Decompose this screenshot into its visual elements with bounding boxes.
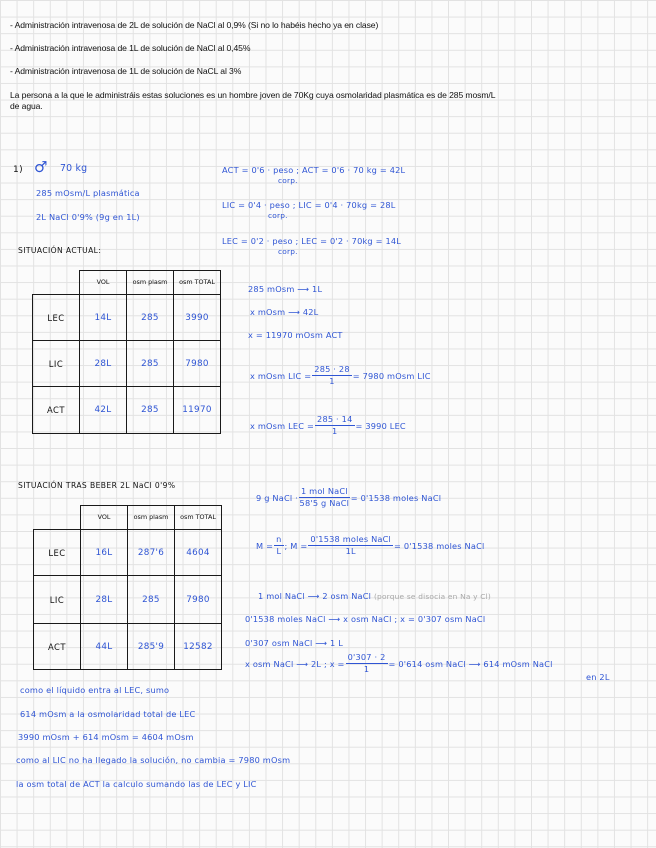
table1-cell-plasm: 285 xyxy=(127,341,174,387)
instruction-line-2: - Administración intravenosa de 1L de solución de NaCl al 0,45% xyxy=(10,43,251,53)
lic-formula-text: LIC = 0'4 · peso ; LIC = 0'4 · 70kg = 28L xyxy=(222,200,396,210)
table-row xyxy=(33,387,221,434)
body-weight: 70 kg xyxy=(60,163,88,174)
calc2-grams-result: = 0'1538 moles NaCl xyxy=(350,492,442,503)
table2-cell-total: 7980 xyxy=(175,576,222,624)
instruction-line-1: - Administración intravenosa de 2L de solución de NaCl al 0,9% (Si no lo habéis hecho ya en clase) xyxy=(10,20,379,30)
table2-cell-vol: 28L xyxy=(81,576,128,624)
table2-row-label: LEC xyxy=(34,530,81,576)
table-row xyxy=(34,530,222,576)
calc2-molarity-numerator-2: 0'1538 moles NaCl xyxy=(310,534,392,544)
exercise-number: 1) xyxy=(13,165,24,175)
calc2-final-result: = 0'614 osm NaCl ⟶ 614 mOsm NaCl xyxy=(388,658,553,669)
note-line-2: 614 mOsm a la osmolaridad total de LEC xyxy=(20,709,196,719)
calc2-molarity-result: = 0'1538 moles NaCl xyxy=(394,540,485,551)
calc2-molarity xyxy=(256,534,485,557)
plasma-osmolarity: 285 mOsm/L plasmática xyxy=(36,188,140,198)
calc2-final-denominator: 1 xyxy=(363,664,370,674)
act-formula xyxy=(222,165,405,185)
lec-formula-text: LEC = 0'2 · peso ; LEC = 0'2 · 70kg = 14L xyxy=(222,236,402,246)
lec-formula xyxy=(222,236,401,256)
calc2-grams-to-moles xyxy=(256,486,441,509)
calc2-molarity-prefix: M = xyxy=(256,540,274,551)
calc1-lic-numerator: 285 · 28 xyxy=(314,364,350,374)
calc2-volume-rule: 0'307 osm NaCl ⟶ 1 L xyxy=(245,638,343,648)
calc2-grams-fraction xyxy=(299,486,350,509)
table-row xyxy=(33,341,221,387)
calc2-osm-rule-text: 1 mol NaCl ⟶ 2 osm NaCl xyxy=(258,591,372,601)
calc2-molarity-numerator: n xyxy=(276,534,282,544)
calc2-dissociation-note: (porque se disocia en Na y Cl) xyxy=(373,592,491,601)
table2-cell-plasm: 285'9 xyxy=(128,624,175,670)
table1-header-osm-plasm: osm plasm xyxy=(127,271,174,295)
calc1-lic-prefix: x mOsm LIC = xyxy=(250,370,312,381)
instruction-line-3: - Administración intravenosa de 1L de solución de NaCL al 3% xyxy=(10,66,242,76)
calc2-molarity-denominator: L xyxy=(276,546,282,556)
table2-row-label: ACT xyxy=(34,624,81,670)
table2-cell-plasm: 285 xyxy=(128,576,175,624)
table1-cell-vol: 28L xyxy=(80,341,127,387)
calc2-molarity-denominator-2: 1L xyxy=(345,546,356,556)
calc1-lec-result: = 3990 LEC xyxy=(355,420,406,431)
table2-header-vol: VOL xyxy=(81,506,128,530)
table2-cell-vol: 16L xyxy=(81,530,128,576)
scenario-paragraph-line-1: La persona a la que le administráis estas soluciones es un hombre joven de 70Kg cuya osmolaridad plasmática es de 285 mosm/L xyxy=(10,90,496,100)
note-line-1: como el líquido entra al LEC, sumo xyxy=(20,685,170,695)
calc2-osm-conversion: 0'1538 moles NaCl ⟶ x osm NaCl ; x = 0'307 osm NaCl xyxy=(245,614,486,624)
calc1-lic-fraction xyxy=(312,364,351,387)
calc1-rule-line-1: 285 mOsm ⟶ 1L xyxy=(248,284,323,294)
calc1-act-result: x = 11970 mOsm ACT xyxy=(248,330,343,340)
calc1-lec-prefix: x mOsm LEC = xyxy=(250,420,315,431)
calc2-grams-numerator: 1 mol NaCl xyxy=(300,486,348,496)
table1-row-label: LIC xyxy=(33,341,80,387)
table2-corner xyxy=(34,506,81,530)
calc2-final-numerator: 0'307 · 2 xyxy=(347,652,386,662)
table-row xyxy=(34,624,222,670)
calc1-lic-denominator: 1 xyxy=(329,376,335,386)
table1-row-label: ACT xyxy=(33,387,80,434)
calc2-final-tail: en 2L xyxy=(586,672,610,682)
table2-cell-total: 4604 xyxy=(175,530,222,576)
table2-cell-total: 12582 xyxy=(175,624,222,670)
calc1-lec-numerator: 285 · 14 xyxy=(317,414,353,424)
table1-header-vol: VOL xyxy=(80,271,127,295)
calc2-molarity-fraction-2 xyxy=(308,534,393,557)
lic-formula xyxy=(222,200,396,220)
table2-header-osm-plasm: osm plasm xyxy=(128,506,175,530)
section-after-drinking-title: SITUACIÓN TRAS BEBER 2L NaCl 0'9% xyxy=(18,481,176,490)
table2-row-label: LIC xyxy=(34,576,81,624)
table1-cell-total: 3990 xyxy=(174,295,221,341)
calc2-molarity-mid: ; M = xyxy=(284,540,308,551)
male-symbol-icon: ♂ xyxy=(34,158,48,176)
table1-cell-total: 7980 xyxy=(174,341,221,387)
calc2-grams-prefix: 9 g NaCl · xyxy=(256,492,298,503)
table1-cell-total: 11970 xyxy=(174,387,221,434)
calc2-final-fraction xyxy=(346,652,388,675)
calc1-lic-equation xyxy=(250,364,431,387)
note-line-4: como al LIC no ha llegado la solución, no cambia = 7980 mOsm xyxy=(16,755,291,765)
note-line-5: la osm total de ACT la calculo sumando las de LEC y LIC xyxy=(16,779,257,789)
current-situation-table xyxy=(32,270,221,434)
after-drinking-table xyxy=(33,505,222,670)
calc1-lic-result: = 7980 mOsm LIC xyxy=(352,370,431,381)
table-row xyxy=(34,576,222,624)
calc2-final-prefix: x osm NaCl ⟶ 2L ; x = xyxy=(245,658,345,669)
table1-row-label: LEC xyxy=(33,295,80,341)
calc1-lec-fraction xyxy=(315,414,354,437)
table1-corner xyxy=(33,271,80,295)
table2-cell-vol: 44L xyxy=(81,624,128,670)
table1-cell-vol: 14L xyxy=(80,295,127,341)
calc2-molarity-fraction xyxy=(274,534,283,557)
act-formula-text: ACT = 0'6 · peso ; ACT = 0'6 · 70 kg = 42L xyxy=(222,165,406,175)
lec-corp-label: corp. xyxy=(278,247,298,256)
table1-cell-vol: 42L xyxy=(80,387,127,434)
calc2-grams-denominator: 58'5 g NaCl xyxy=(299,498,350,508)
lic-corp-label: corp. xyxy=(268,211,288,220)
calc2-osm-rule xyxy=(258,591,491,601)
table2-cell-plasm: 287'6 xyxy=(128,530,175,576)
table1-cell-plasm: 285 xyxy=(127,387,174,434)
table1-cell-plasm: 285 xyxy=(127,295,174,341)
section-current-title: SITUACIÓN ACTUAL: xyxy=(18,246,102,255)
calc2-final-equation xyxy=(245,652,553,675)
act-corp-label: corp. xyxy=(278,176,298,185)
calc1-lec-denominator: 1 xyxy=(332,426,338,436)
nacl-solution: 2L NaCl 0'9% (9g en 1L) xyxy=(36,212,140,222)
table-row xyxy=(33,295,221,341)
calc1-rule-line-2: x mOsm ⟶ 42L xyxy=(250,307,319,317)
scenario-paragraph-line-2: de agua. xyxy=(10,101,43,111)
calc1-lec-equation xyxy=(250,414,406,437)
table2-header-osm-total: osm TOTAL xyxy=(175,506,222,530)
note-line-3: 3990 mOsm + 614 mOsm = 4604 mOsm xyxy=(18,732,194,742)
table1-header-osm-total: osm TOTAL xyxy=(174,271,221,295)
